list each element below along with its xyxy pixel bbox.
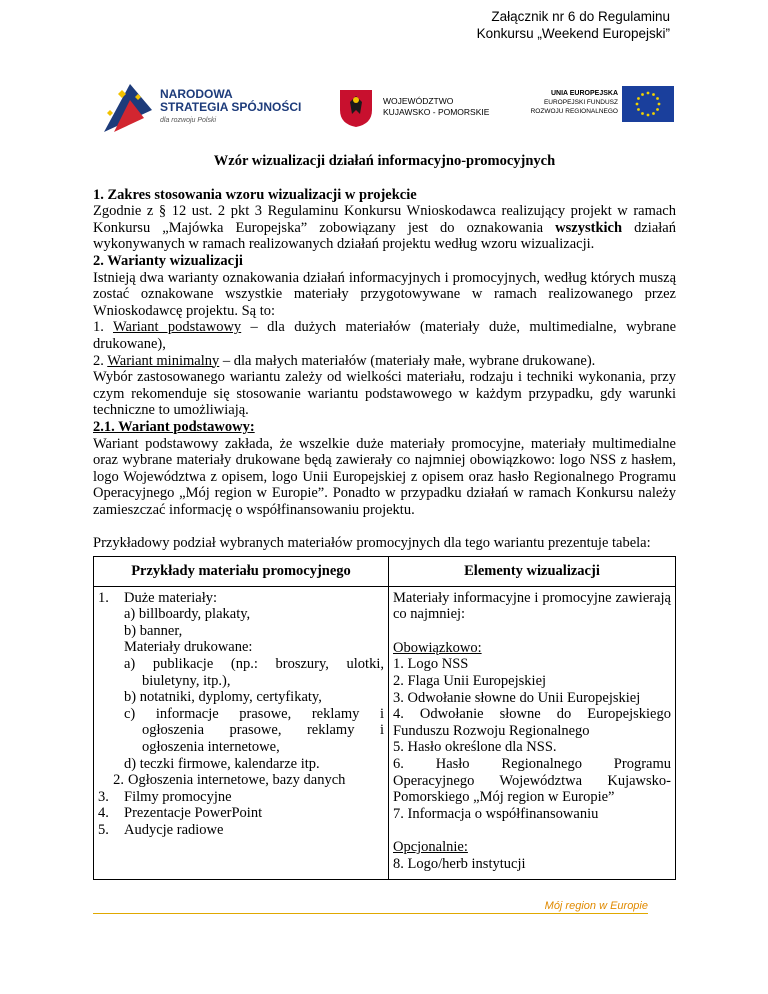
list-item-number: 4. xyxy=(98,805,109,822)
list-subitem: d) teczki firmowe, kalendarze itp. xyxy=(124,755,320,772)
table-intro: Przykładowy podział wybranych materiałów promocyjnych dla tego wariantu prezentuje tabela: xyxy=(93,535,651,552)
section-1-text-bold: wszystkich xyxy=(555,219,623,236)
eu-star-icon xyxy=(658,103,661,106)
variant-2-label: Wariant minimalny xyxy=(107,352,220,369)
variant-1-item xyxy=(93,319,676,352)
section-2-paragraph-2: Wybór zastosowanego wariantu zależy od wielkości materiału, rodzaju i techniki wykonania, przy czym rekomenduje się stosowanie wariantu podstawowego w każdym przypadku, gdy warunki techniczne to umożliwiają. xyxy=(93,369,676,419)
section-1-heading xyxy=(93,187,676,204)
eu-star-icon xyxy=(652,112,655,115)
eu-star-icon xyxy=(656,97,659,100)
list-item xyxy=(98,805,384,822)
logo-bar xyxy=(100,80,670,145)
list-subitem: b) notatniki, dyplomy, certyfikaty, xyxy=(124,689,322,706)
list-item-number: 5. xyxy=(98,821,109,838)
list-subitem: ogłoszenia internetowe, xyxy=(142,739,280,755)
materials-cell xyxy=(94,586,389,879)
list-item-number: 2. xyxy=(113,772,124,789)
list-item-number: 1. xyxy=(98,589,109,606)
section-1-heading-text: 1. Zakres stosowania wzoru wizualizacji w projekcie xyxy=(93,186,417,203)
mandatory-label: Obowiązkowo: xyxy=(393,639,482,656)
variant-1-label: Wariant podstawowy xyxy=(112,319,242,336)
eu-logo-line-3: ROZWOJU REGIONALNEGO xyxy=(530,108,618,115)
nss-emblem-icon xyxy=(100,80,156,136)
eu-star-icon xyxy=(652,93,655,96)
document-body xyxy=(93,150,676,880)
eu-logo-line-1: UNIA EUROPEJSKA xyxy=(550,90,618,97)
list-item: 1. Logo NSS xyxy=(393,656,469,673)
list-subitem: a) billboardy, plakaty, xyxy=(124,606,251,623)
list-item: 4. Odwołanie słowne do Europejskiego Funduszu Rozwoju Regionalnego xyxy=(393,706,671,739)
list-item xyxy=(98,789,384,806)
eu-star-icon xyxy=(636,103,639,106)
kp-logo-text xyxy=(383,96,489,118)
list-item-text: Audycje radiowe xyxy=(124,821,224,838)
optional-label: Opcjonalnie: xyxy=(393,839,468,856)
kp-logo-line-2: KUJAWSKO - POMORSKIE xyxy=(383,107,490,117)
list-item-text: Filmy promocyjne xyxy=(124,788,232,805)
page-footer xyxy=(93,900,648,914)
section-2-heading xyxy=(93,253,676,270)
eu-flag-icon xyxy=(622,86,674,122)
list-subitem: c) informacje prasowe, reklamy i xyxy=(124,705,384,722)
nss-logo-text xyxy=(160,88,301,127)
list-item-text: Duże materiały: xyxy=(124,589,217,606)
section-2-heading-text: 2. Warianty wizualizacji xyxy=(93,252,243,269)
eu-star-icon xyxy=(641,112,644,115)
variant-2-item xyxy=(93,353,676,370)
list-item-text: Ogłoszenia internetowe, bazy danych xyxy=(128,772,346,789)
table-header-materials: Przykłady materiału promocyjnego xyxy=(94,557,389,587)
list-item xyxy=(98,822,384,839)
list-item: 6. Hasło Regionalnego Programu Operacyjnego Województwa Kujawsko-Pomorskiego „Mój region w Europie” xyxy=(393,756,671,806)
nss-logo xyxy=(100,80,310,140)
list-item-text: Prezentacje PowerPoint xyxy=(124,805,263,822)
nss-logo-line-2: STRATEGIA SPÓJNOŚCI xyxy=(160,100,302,114)
section-1-paragraph xyxy=(93,203,676,253)
header-line-1: Załącznik nr 6 do Regulaminu xyxy=(491,9,670,24)
elements-cell xyxy=(389,586,676,879)
variant-2-number: 2. xyxy=(93,352,108,369)
list-subitem: ogłoszenia prasowe, reklamy i xyxy=(142,722,384,739)
eu-logo xyxy=(510,86,670,130)
section-2-1-paragraph: Wariant podstawowy zakłada, że wszelkie duże materiały promocyjne, materiały multimedialne oraz wybrane materiały drukowane będą zawierały co najmniej obowiązkowo: logo NSS z hasłem, logo Województwa z opisem, logo Unii Europejskiej z opisem oraz hasło Regionalnego Programu Operacyjnego „Mój region w Europie”. Ponadto w przypadku działań w ramach Konkursu należy zamieszczać informację o współfinansowaniu projektu. xyxy=(93,435,676,518)
elements-intro: Materiały informacyjne i promocyjne zawierają co najmniej: xyxy=(393,589,671,623)
list-subitem: biuletyny, itp.), xyxy=(142,672,231,689)
section-2-1-heading-text: 2.1. Wariant podstawowy: xyxy=(93,418,255,435)
list-item xyxy=(98,590,384,607)
eu-star-icon xyxy=(647,114,650,117)
eu-star-icon xyxy=(647,92,650,95)
eu-star-icon xyxy=(637,108,640,111)
nss-logo-line-1: NARODOWA xyxy=(160,87,233,101)
list-item-number: 3. xyxy=(98,788,109,805)
list-item: 8. Logo/herb instytucji xyxy=(393,855,526,872)
list-item xyxy=(98,772,384,789)
header-line-2: Konkursu „Weekend Europejski” xyxy=(476,26,670,41)
footer-slogan: Mój region w Europie xyxy=(544,900,648,912)
section-1-text-a: Zgodnie z § 12 ust. 2 pkt 3 Regulaminu Konkursu Wnioskodawca realizujący projekt w ramach Konkursu „Majówka Europejska” zobowiązany jest do oznakowania xyxy=(93,203,676,236)
list-subitem: Materiały drukowane: xyxy=(124,639,253,656)
eu-star-icon xyxy=(637,97,640,100)
variant-1-number: 1. xyxy=(93,319,113,336)
kp-coat-of-arms-icon xyxy=(338,88,374,128)
eu-logo-text xyxy=(510,89,618,116)
list-item: 3. Odwołanie słowne do Unii Europejskiej xyxy=(393,689,641,706)
eu-star-icon xyxy=(641,93,644,96)
section-2-paragraph: Istnieją dwa warianty oznakowania działań informacyjnych i promocyjnych, według których muszą zostać oznakowane wszystkie materiały przygotowywane w ramach realizowanego przez Wnioskodawcę projektu. Są to: xyxy=(93,269,676,319)
list-item: 2. Flaga Unii Europejskiej xyxy=(393,673,547,690)
table-header-row xyxy=(94,557,676,587)
eu-logo-line-2: EUROPEJSKI FUNDUSZ xyxy=(543,99,618,106)
materials-table xyxy=(93,556,676,880)
variant-2-text: – dla małych materiałów (materiały małe, wybrane drukowane). xyxy=(219,352,596,369)
section-2-1-heading xyxy=(93,419,676,436)
list-subitem: b) banner, xyxy=(124,622,183,639)
list-subitem: a) publikacje (np.: broszury, ulotki, xyxy=(124,656,384,673)
section-1-text-b: działań wykonywanych w ramach realizowanych działań projektu według wzoru wizualizacji. xyxy=(93,219,676,253)
document-title: Wzór wizualizacji działań informacyjno-promocyjnych xyxy=(213,153,556,169)
list-item: 7. Informacja o współfinansowaniu xyxy=(393,805,599,822)
table-header-elements: Elementy wizualizacji xyxy=(389,557,676,587)
eu-star-icon xyxy=(656,108,659,111)
kujawsko-pomorskie-logo xyxy=(338,88,518,128)
list-item: 5. Hasło określone dla NSS. xyxy=(393,739,557,756)
page-header xyxy=(477,8,670,42)
table-row xyxy=(94,586,676,879)
kp-logo-line-1: WOJEWÓDZTWO xyxy=(383,96,454,106)
variant-1-text: – dla dużych materiałów (materiały duże, multimedialne, wybrane drukowane), xyxy=(93,319,676,352)
nss-logo-subtitle: dla rozwoju Polski xyxy=(160,117,217,124)
